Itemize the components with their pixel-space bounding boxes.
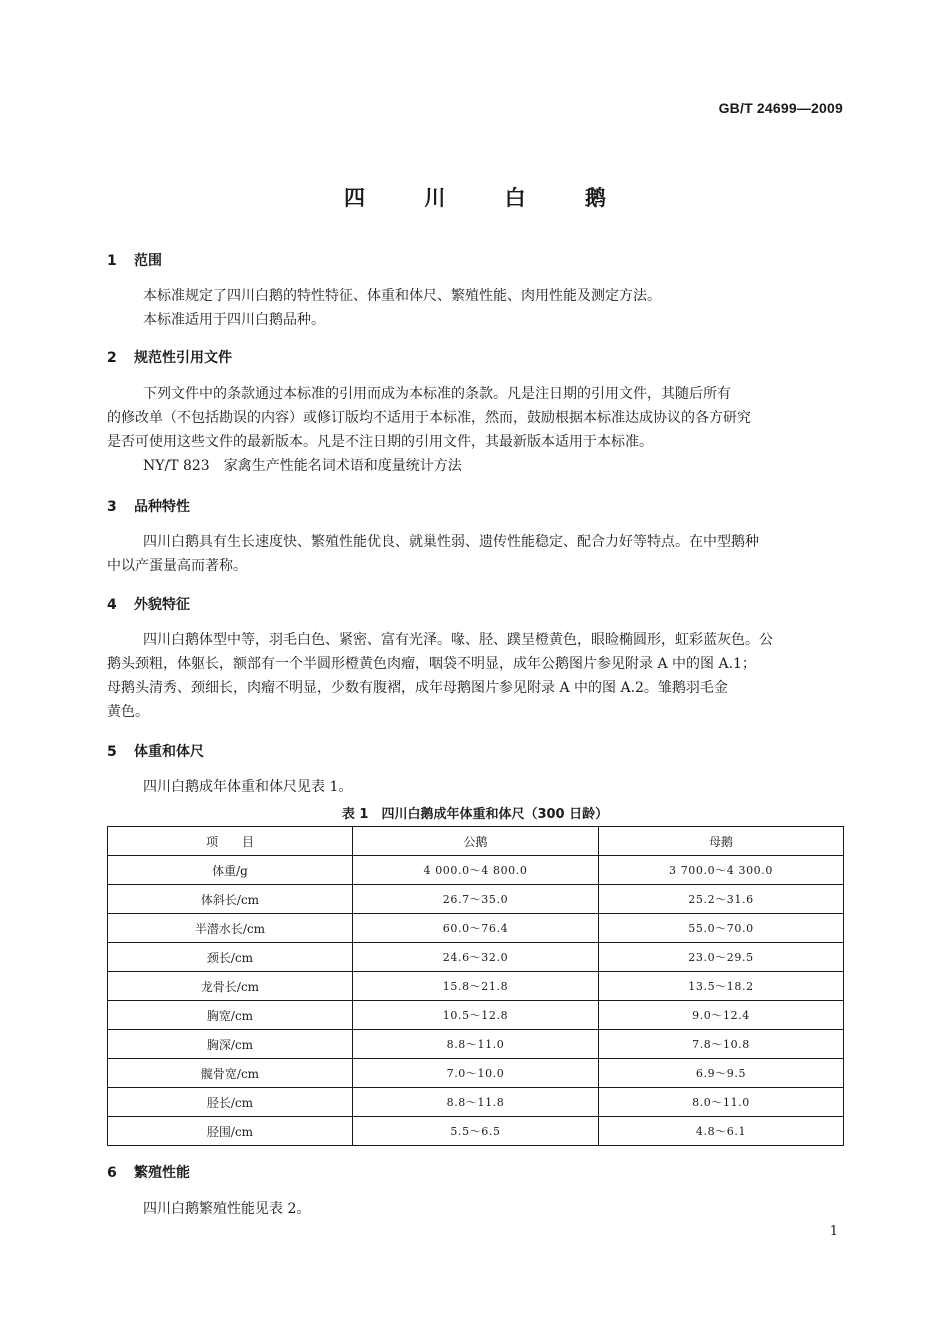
female-value: 13.5～18.2 (599, 972, 844, 1001)
female-value: 25.2～31.6 (599, 885, 844, 914)
row-label: 胫长/cm (108, 1088, 353, 1117)
table-row (108, 914, 844, 943)
paragraph-line: 四川白鹅繁殖性能见表 2。 (143, 1201, 311, 1217)
female-value: 4.8～6.1 (599, 1117, 844, 1146)
section-5-heading (107, 741, 204, 761)
row-label: 胸宽/cm (108, 1001, 353, 1030)
table-row (108, 1117, 844, 1146)
section-4-body (107, 628, 843, 724)
table-row (108, 856, 844, 885)
paragraph-line: 母鹅头清秀、颈细长，肉瘤不明显，少数有腹褶，成年母鹅图片参见附录 A 中的图 A.2。雏鹅羽毛金 (107, 680, 728, 696)
male-value: 24.6～32.0 (353, 943, 599, 972)
column-header-item: 项 目 (108, 827, 353, 856)
row-label: 龙骨长/cm (108, 972, 353, 1001)
table-header-row (108, 827, 844, 856)
paragraph-line: 鹅头颈粗，体躯长，额部有一个半圆形橙黄色肉瘤，咽袋不明显，成年公鹅图片参见附录 A 中的图 A.1； (107, 656, 756, 672)
table-row (108, 1001, 844, 1030)
section-title: 外貌特征 (134, 597, 190, 613)
paragraph-line: 本标准规定了四川白鹅的特性特征、体重和体尺、繁殖性能、肉用性能及测定方法。 (143, 288, 661, 304)
section-2-heading (107, 347, 232, 367)
male-value: 7.0～10.0 (353, 1059, 599, 1088)
section-title: 范围 (134, 253, 162, 269)
standard-number: GB/T 24699—2009 (718, 100, 843, 116)
row-label: 胫围/cm (108, 1117, 353, 1146)
page-number: 1 (829, 1224, 838, 1239)
male-value: 15.8～21.8 (353, 972, 599, 1001)
male-value: 4 000.0～4 800.0 (353, 856, 599, 885)
paragraph-line: 本标准适用于四川白鹅品种。 (143, 312, 325, 328)
section-2-body (107, 382, 843, 478)
row-label: 半潜水长/cm (108, 914, 353, 943)
section-number: 2 (107, 350, 117, 366)
section-title: 体重和体尺 (134, 744, 204, 760)
female-value: 23.0～29.5 (599, 943, 844, 972)
row-label: 胸深/cm (108, 1030, 353, 1059)
section-1-body (107, 284, 843, 332)
paragraph-line: 下列文件中的条款通过本标准的引用而成为本标准的条款。凡是注日期的引用文件，其随后所有 (143, 386, 731, 402)
female-value: 55.0～70.0 (599, 914, 844, 943)
table-row (108, 1088, 844, 1117)
table-1-caption: 表 1 四川白鹅成年体重和体尺（300 日龄） (341, 807, 609, 822)
female-value: 8.0～11.0 (599, 1088, 844, 1117)
female-value: 6.9～9.5 (599, 1059, 844, 1088)
section-6-body (107, 1197, 843, 1221)
paragraph-line: 四川白鹅成年体重和体尺见表 1。 (143, 779, 353, 795)
section-number: 1 (107, 253, 117, 269)
section-title: 繁殖性能 (134, 1165, 190, 1181)
section-title: 品种特性 (134, 499, 190, 515)
row-label: 髋骨宽/cm (108, 1059, 353, 1088)
section-4-heading (107, 594, 190, 614)
female-value: 7.8～10.8 (599, 1030, 844, 1059)
row-label: 体重/g (108, 856, 353, 885)
male-value: 8.8～11.8 (353, 1088, 599, 1117)
column-header-female: 母鹅 (599, 827, 844, 856)
table-row (108, 1059, 844, 1088)
male-value: 60.0～76.4 (353, 914, 599, 943)
row-label: 体斜长/cm (108, 885, 353, 914)
normative-reference: NY/T 823 家禽生产性能名词术语和度量统计方法 (143, 458, 462, 474)
section-number: 3 (107, 499, 117, 515)
paragraph-line: 的修改单（不包括勘误的内容）或修订版均不适用于本标准，然而，鼓励根据本标准达成协议的各方研究 (107, 410, 751, 426)
table-row (108, 943, 844, 972)
female-value: 3 700.0～4 300.0 (599, 856, 844, 885)
paragraph-line: 四川白鹅具有生长速度快、繁殖性能优良、就巢性弱、遗传性能稳定、配合力好等特点。在中型鹅种 (143, 534, 759, 550)
table-row (108, 972, 844, 1001)
section-number: 4 (107, 597, 117, 613)
male-value: 10.5～12.8 (353, 1001, 599, 1030)
section-number: 5 (107, 744, 117, 760)
male-value: 5.5～6.5 (353, 1117, 599, 1146)
document-title: 四 川 白 鹅 (344, 186, 632, 210)
table-row (108, 885, 844, 914)
section-3-body (107, 530, 843, 578)
female-value: 9.0～12.4 (599, 1001, 844, 1030)
paragraph-line: 是否可使用这些文件的最新版本。凡是不注日期的引用文件，其最新版本适用于本标准。 (107, 434, 653, 450)
column-header-male: 公鹅 (353, 827, 599, 856)
paragraph-line: 中以产蛋量高而著称。 (107, 558, 247, 574)
male-value: 26.7～35.0 (353, 885, 599, 914)
section-6-heading (107, 1162, 190, 1182)
table-1 (107, 826, 844, 1146)
section-number: 6 (107, 1165, 117, 1181)
section-1-heading (107, 250, 162, 270)
male-value: 8.8～11.0 (353, 1030, 599, 1059)
section-title: 规范性引用文件 (134, 350, 232, 366)
paragraph-line: 四川白鹅体型中等，羽毛白色、紧密、富有光泽。喙、胫、蹼呈橙黄色，眼睑椭圆形，虹彩蓝灰色。公 (143, 632, 773, 648)
paragraph-line: 黄色。 (107, 704, 149, 720)
section-3-heading (107, 496, 190, 516)
table-row (108, 1030, 844, 1059)
section-5-body (107, 775, 843, 799)
row-label: 颈长/cm (108, 943, 353, 972)
